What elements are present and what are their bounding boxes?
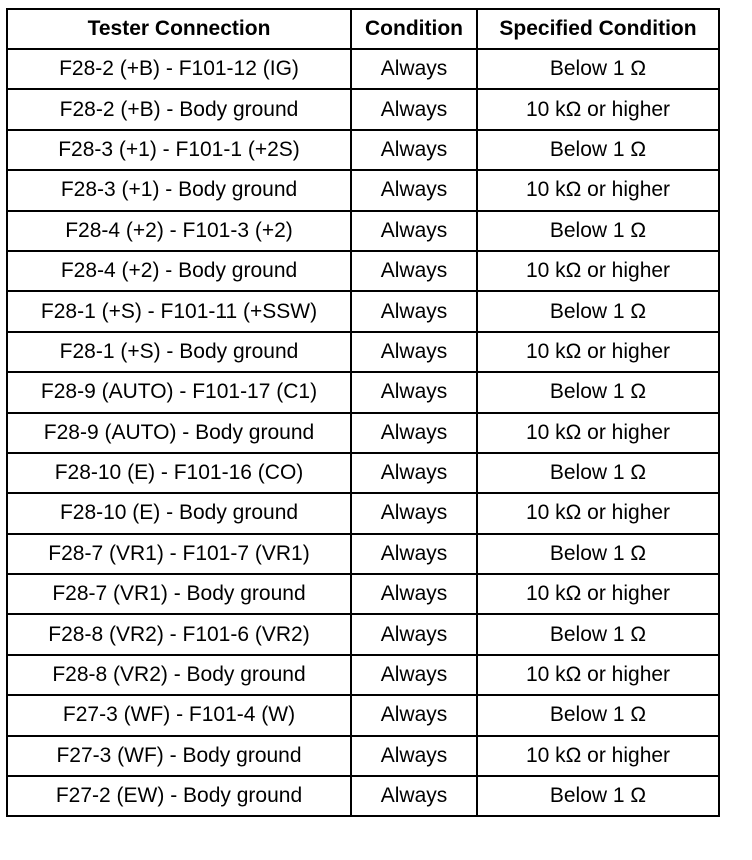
table-row — [7, 291, 719, 331]
condition-cell: Always — [351, 332, 477, 372]
specified-condition-cell: 10 kΩ or higher — [477, 251, 719, 291]
tester-connection-cell: F28-1 (+S) - F101-11 (+SSW) — [7, 291, 351, 331]
tester-connection-cell: F28-2 (+B) - Body ground — [7, 89, 351, 129]
table-row — [7, 413, 719, 453]
tester-connection-cell: F27-3 (WF) - F101-4 (W) — [7, 695, 351, 735]
specified-condition-cell: 10 kΩ or higher — [477, 413, 719, 453]
specified-condition-cell: 10 kΩ or higher — [477, 89, 719, 129]
tester-connection-cell: F27-3 (WF) - Body ground — [7, 736, 351, 776]
tester-connection-cell: F27-2 (EW) - Body ground — [7, 776, 351, 816]
specified-condition-cell: Below 1 Ω — [477, 453, 719, 493]
table-row — [7, 332, 719, 372]
condition-cell: Always — [351, 251, 477, 291]
condition-cell: Always — [351, 49, 477, 89]
table-row — [7, 130, 719, 170]
table-row — [7, 89, 719, 129]
specified-condition-cell: Below 1 Ω — [477, 614, 719, 654]
table-row — [7, 776, 719, 816]
table-row — [7, 574, 719, 614]
specified-condition-cell: Below 1 Ω — [477, 211, 719, 251]
condition-cell: Always — [351, 776, 477, 816]
table-row — [7, 493, 719, 533]
condition-cell: Always — [351, 372, 477, 412]
tester-connection-cell: F28-3 (+1) - F101-1 (+2S) — [7, 130, 351, 170]
header-specified-condition: Specified Condition — [477, 9, 719, 49]
tester-connection-cell: F28-3 (+1) - Body ground — [7, 170, 351, 210]
header-row — [7, 9, 719, 49]
table-row — [7, 372, 719, 412]
table-row — [7, 49, 719, 89]
specified-condition-cell: Below 1 Ω — [477, 49, 719, 89]
condition-cell: Always — [351, 453, 477, 493]
specified-condition-cell: 10 kΩ or higher — [477, 736, 719, 776]
tester-connection-cell: F28-2 (+B) - F101-12 (IG) — [7, 49, 351, 89]
condition-cell: Always — [351, 574, 477, 614]
condition-cell: Always — [351, 413, 477, 453]
tester-connection-cell: F28-9 (AUTO) - F101-17 (C1) — [7, 372, 351, 412]
table-row — [7, 170, 719, 210]
tester-connection-cell: F28-4 (+2) - Body ground — [7, 251, 351, 291]
specified-condition-cell: Below 1 Ω — [477, 776, 719, 816]
specified-condition-cell: 10 kΩ or higher — [477, 574, 719, 614]
table-header — [7, 9, 719, 49]
tester-connection-cell: F28-8 (VR2) - F101-6 (VR2) — [7, 614, 351, 654]
specified-condition-cell: Below 1 Ω — [477, 291, 719, 331]
condition-cell: Always — [351, 736, 477, 776]
table-row — [7, 695, 719, 735]
condition-cell: Always — [351, 170, 477, 210]
condition-cell: Always — [351, 695, 477, 735]
tester-connection-cell: F28-4 (+2) - F101-3 (+2) — [7, 211, 351, 251]
tester-connection-cell: F28-10 (E) - Body ground — [7, 493, 351, 533]
condition-cell: Always — [351, 534, 477, 574]
condition-cell: Always — [351, 89, 477, 129]
specification-table — [6, 8, 720, 817]
tester-connection-cell: F28-1 (+S) - Body ground — [7, 332, 351, 372]
table-row — [7, 251, 719, 291]
specified-condition-cell: 10 kΩ or higher — [477, 332, 719, 372]
tester-connection-cell: F28-7 (VR1) - Body ground — [7, 574, 351, 614]
table-row — [7, 736, 719, 776]
specified-condition-cell: Below 1 Ω — [477, 372, 719, 412]
table-row — [7, 534, 719, 574]
table-row — [7, 453, 719, 493]
table-body — [7, 49, 719, 816]
specified-condition-cell: 10 kΩ or higher — [477, 170, 719, 210]
condition-cell: Always — [351, 614, 477, 654]
header-tester-connection: Tester Connection — [7, 9, 351, 49]
specified-condition-cell: Below 1 Ω — [477, 130, 719, 170]
condition-cell: Always — [351, 493, 477, 533]
specified-condition-cell: Below 1 Ω — [477, 534, 719, 574]
condition-cell: Always — [351, 130, 477, 170]
tester-connection-cell: F28-9 (AUTO) - Body ground — [7, 413, 351, 453]
table-row — [7, 614, 719, 654]
specified-condition-cell: 10 kΩ or higher — [477, 655, 719, 695]
table-row — [7, 655, 719, 695]
specified-condition-cell: Below 1 Ω — [477, 695, 719, 735]
tester-connection-cell: F28-8 (VR2) - Body ground — [7, 655, 351, 695]
header-condition: Condition — [351, 9, 477, 49]
condition-cell: Always — [351, 211, 477, 251]
condition-cell: Always — [351, 655, 477, 695]
specified-condition-cell: 10 kΩ or higher — [477, 493, 719, 533]
table-row — [7, 211, 719, 251]
tester-connection-cell: F28-7 (VR1) - F101-7 (VR1) — [7, 534, 351, 574]
condition-cell: Always — [351, 291, 477, 331]
tester-connection-cell: F28-10 (E) - F101-16 (CO) — [7, 453, 351, 493]
